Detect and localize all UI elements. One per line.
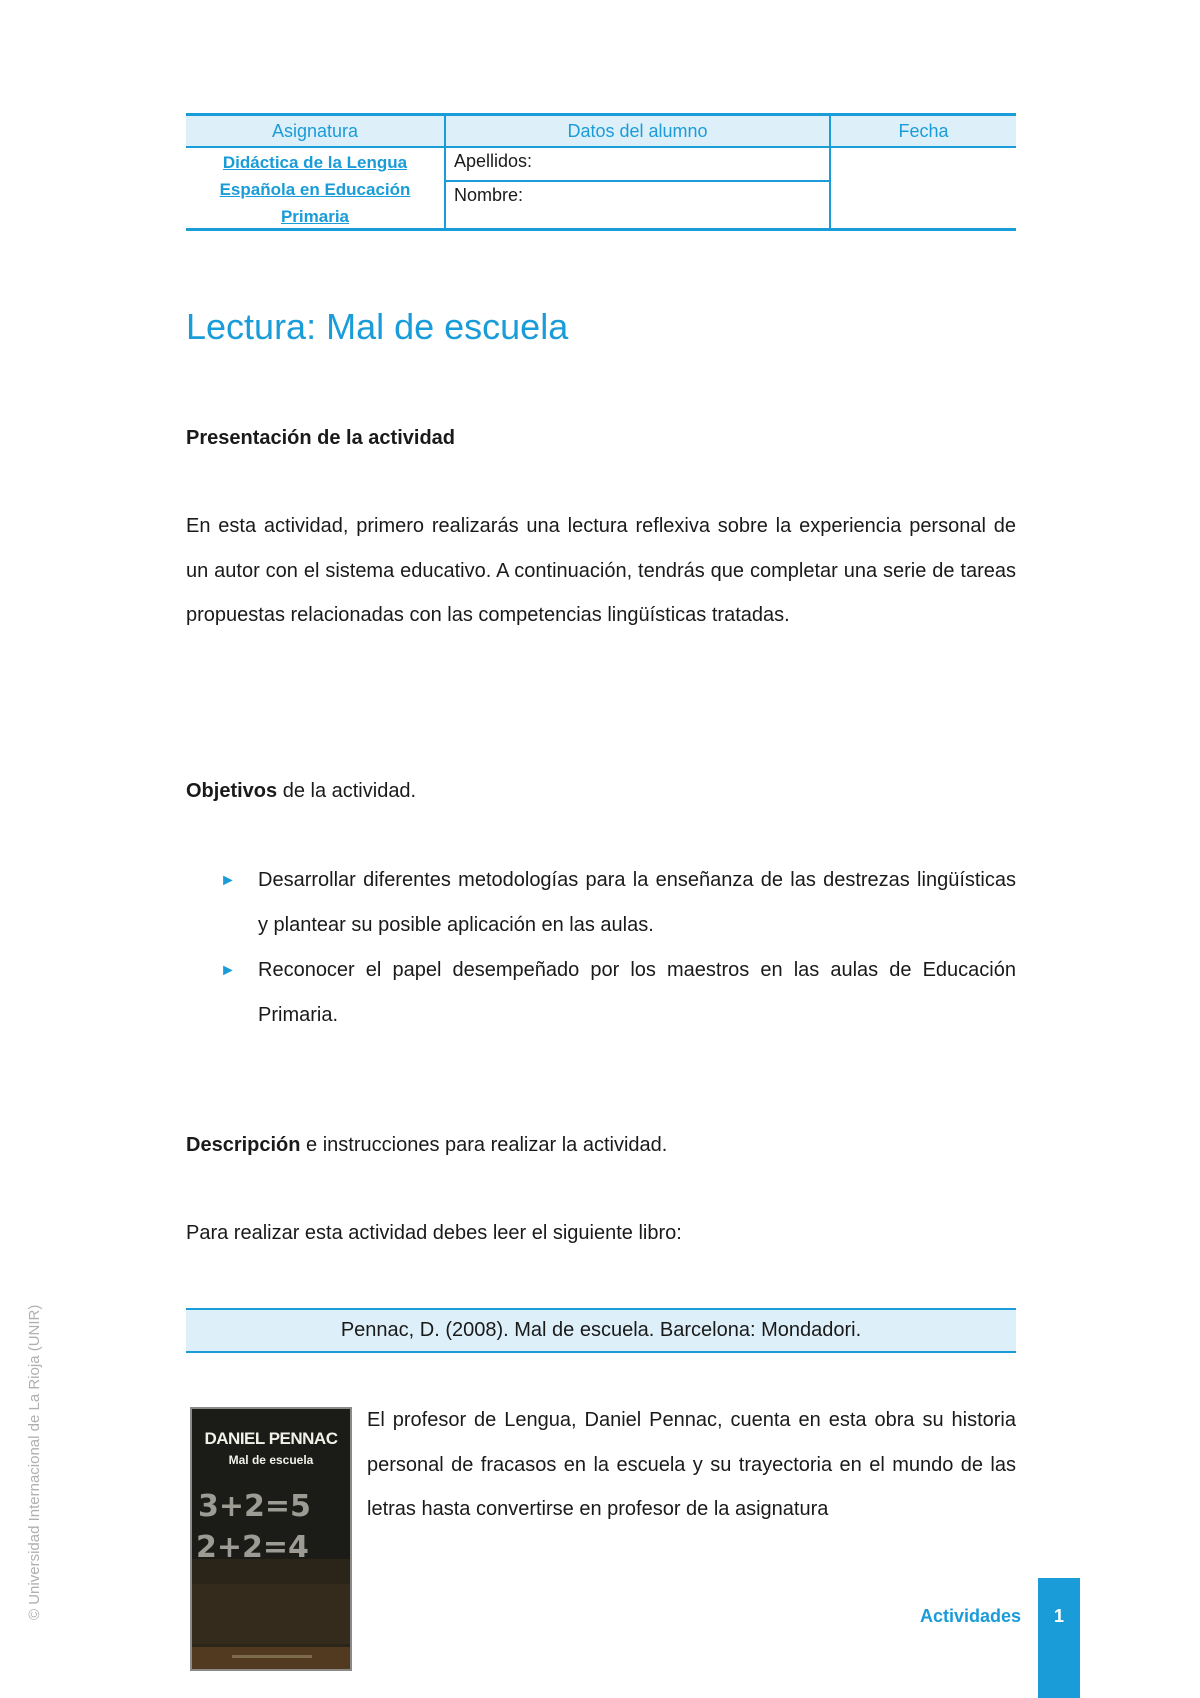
objective-text: Reconocer el papel desempeñado por los maestros en las aulas de Educación Primaria. xyxy=(258,959,1016,1026)
svg-text:2+2=4: 2+2=4 xyxy=(196,1530,309,1565)
book-cover-title: Mal de escuela xyxy=(228,1453,314,1467)
side-copyright: © Universidad Internacional de La Rioja (UNIR) xyxy=(26,1304,43,1620)
col-date-header: Fecha xyxy=(898,121,949,141)
presentation-heading: Presentación de la actividad xyxy=(186,427,455,449)
subject-link[interactable] xyxy=(186,149,444,230)
book-description-text: El profesor de Lengua, Daniel Pennac, cuenta en esta obra su historia personal de fracasos en la escuela y su trayectoria en el mundo de las letras hasta convertirse en profesor de la asignatura xyxy=(367,1409,1016,1520)
col-subject-header: Asignatura xyxy=(271,121,359,141)
objective-text: Desarrollar diferentes metodologías para la enseñanza de las destrezas lingüísticas y plantear su posible aplicación en las aulas. xyxy=(258,869,1016,936)
list-item xyxy=(220,858,1016,948)
book-cover-author: DANIEL PENNAC xyxy=(204,1429,338,1448)
page-number-box xyxy=(1038,1578,1080,1698)
reference-text: Pennac, D. (2008). Mal de escuela. Barcelona: Mondadori. xyxy=(340,1319,862,1341)
description-heading-bold: Descripción xyxy=(186,1134,301,1156)
list-item xyxy=(220,948,1016,1038)
objectives-heading-rest: de la actividad. xyxy=(277,780,417,802)
bullet-arrow-icon: ► xyxy=(220,872,236,889)
presentation-text: En esta actividad, primero realizarás una lectura reflexiva sobre la experiencia personal de un autor con el sistema educativo. A continuación, tendrás que completar una serie de tareas propuestas relacionadas con las competencias lingüísticas tratadas. xyxy=(186,515,1016,626)
objectives-list xyxy=(220,858,1016,1038)
svg-text:3+2=5: 3+2=5 xyxy=(198,1489,311,1524)
subject-line-3: Primaria xyxy=(280,207,350,226)
col-student-header: Datos del alumno xyxy=(567,121,708,141)
book-cover-image xyxy=(190,1407,352,1671)
surname-field[interactable]: Apellidos: xyxy=(454,151,533,171)
description-heading xyxy=(186,1134,667,1157)
objectives-heading-bold: Objetivos xyxy=(186,780,278,802)
footer-section-label: Actividades xyxy=(920,1606,1022,1626)
description-intro: Para realizar esta actividad debes leer el siguiente libro: xyxy=(186,1222,682,1244)
reference-box xyxy=(186,1308,1016,1353)
subject-line-1: Didáctica de la Lengua xyxy=(222,153,408,172)
student-row-divider xyxy=(444,180,831,182)
header-table xyxy=(186,113,1016,231)
page-title: Lectura: Mal de escuela xyxy=(186,306,569,347)
bullet-arrow-icon: ► xyxy=(220,962,236,979)
subject-line-2: Española en Educación xyxy=(219,180,411,199)
description-heading-rest: e instrucciones para realizar la actividad. xyxy=(300,1134,668,1156)
date-field[interactable] xyxy=(831,148,1016,228)
objectives-heading xyxy=(186,780,416,803)
name-field[interactable]: Nombre: xyxy=(454,185,524,205)
page-number: 1 xyxy=(1053,1606,1064,1626)
